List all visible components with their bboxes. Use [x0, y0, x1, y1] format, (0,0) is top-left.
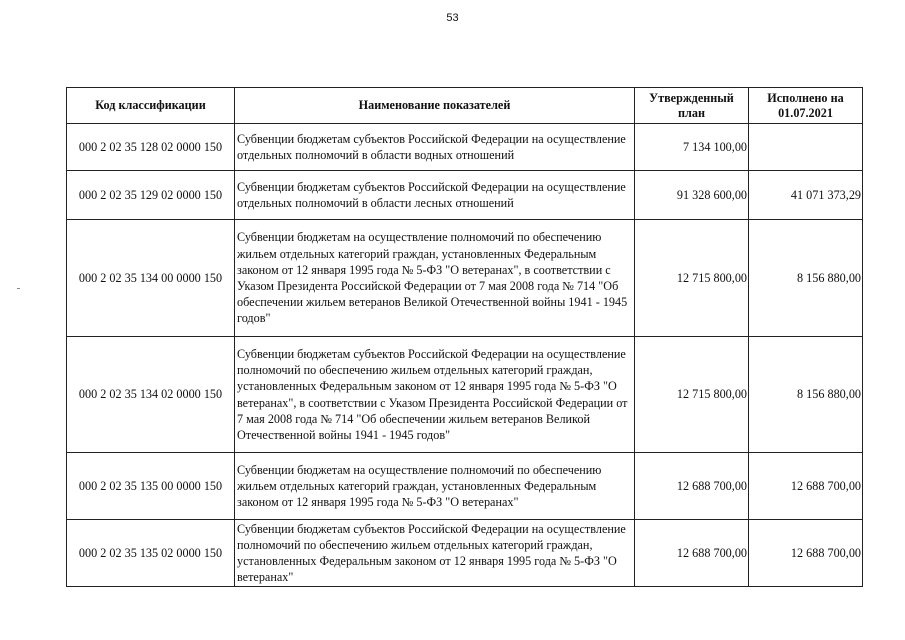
cell-code: 000 2 02 35 134 00 0000 150 [67, 220, 235, 337]
cell-executed: 8 156 880,00 [749, 220, 863, 337]
scan-artifact [17, 288, 20, 289]
table-row [67, 337, 863, 453]
cell-code: 000 2 02 35 129 02 0000 150 [67, 171, 235, 220]
cell-plan: 12 688 700,00 [635, 453, 749, 520]
cell-name: Субвенции бюджетам на осуществление полномочий по обеспечению жильем отдельных категорий граждан, установленных Федеральным законом от 12 января 1995 года № 5-ФЗ "О ветеранах" [235, 453, 635, 520]
cell-executed [749, 124, 863, 171]
table-row [67, 124, 863, 171]
cell-executed: 8 156 880,00 [749, 337, 863, 453]
cell-name: Субвенции бюджетам субъектов Российской Федерации на осуществление полномочий по обеспечению жильем отдельных категорий граждан, установленных Федеральным законом от 12 января 1995 года № 5-ФЗ "О ветеранах", в соответствии с Указом Президента Российской Федерации от 7 мая 2008 года № 714 "Об обеспечении жильем ветеранов Великой Отечественной войны 1941 - 1945 годов" [235, 337, 635, 453]
header-plan: Утвержденный план [635, 88, 749, 124]
cell-code: 000 2 02 35 134 02 0000 150 [67, 337, 235, 453]
cell-name: Субвенции бюджетам на осуществление полномочий по обеспечению жильем отдельных категорий граждан, установленных Федеральным законом от 12 января 1995 года № 5-ФЗ "О ветеранах", в соответствии с Указом Президента Российской Федерации от 7 мая 2008 года № 714 "Об обеспечении жильем ветеранов Великой Отечественной войны 1941 - 1945 годов" [235, 220, 635, 337]
table-row [67, 171, 863, 220]
cell-code: 000 2 02 35 135 02 0000 150 [67, 520, 235, 587]
cell-code: 000 2 02 35 128 02 0000 150 [67, 124, 235, 171]
cell-plan: 12 715 800,00 [635, 220, 749, 337]
table-row [67, 453, 863, 520]
cell-code: 000 2 02 35 135 00 0000 150 [67, 453, 235, 520]
header-name: Наименование показателей [235, 88, 635, 124]
cell-executed: 41 071 373,29 [749, 171, 863, 220]
page-number: 53 [446, 12, 459, 24]
cell-name: Субвенции бюджетам субъектов Российской Федерации на осуществление отдельных полномочий в области лесных отношений [235, 171, 635, 220]
header-code: Код классификации [67, 88, 235, 124]
cell-plan: 7 134 100,00 [635, 124, 749, 171]
table-header-row [67, 88, 863, 124]
cell-plan: 91 328 600,00 [635, 171, 749, 220]
table-row [67, 220, 863, 337]
cell-name: Субвенции бюджетам субъектов Российской Федерации на осуществление отдельных полномочий в области водных отношений [235, 124, 635, 171]
cell-name: Субвенции бюджетам субъектов Российской Федерации на осуществление полномочий по обеспечению жильем отдельных категорий граждан, установленных Федеральным законом от 12 января 1995 года № 5-ФЗ "О ветеранах" [235, 520, 635, 587]
cell-executed: 12 688 700,00 [749, 520, 863, 587]
header-executed: Исполнено на 01.07.2021 [749, 88, 863, 124]
budget-table [66, 87, 863, 587]
cell-plan: 12 715 800,00 [635, 337, 749, 453]
cell-executed: 12 688 700,00 [749, 453, 863, 520]
table-row [67, 520, 863, 587]
cell-plan: 12 688 700,00 [635, 520, 749, 587]
